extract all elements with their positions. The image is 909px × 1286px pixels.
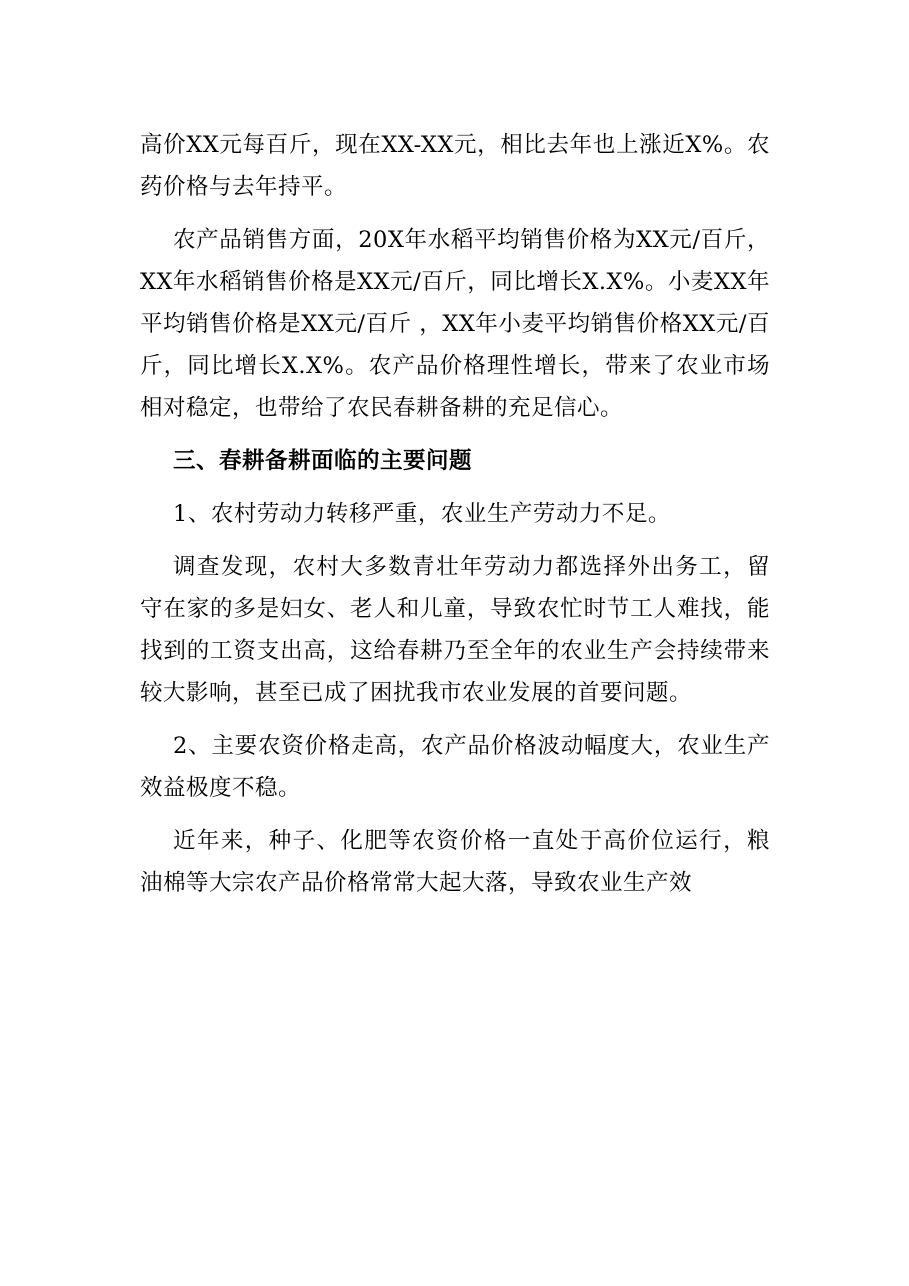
paragraph-problem-1-title: 1、农村劳动力转移严重，农业生产劳动力不足。 xyxy=(173,501,671,527)
document-body xyxy=(140,124,770,915)
paragraph-problem-2-title: 2、主要农资价格走高，农产品价格波动幅度大，农业生产效益极度不稳。 xyxy=(140,733,770,801)
paragraph-labor-shortage: 调查发现，农村大多数青壮年劳动力都选择外出务工，留守在家的多是妇女、老人和儿童，导致农忙时节工人难找，能找到的工资支出高，这给春耕乃至全年的农业生产会持续带来较大影响，甚至已成了困扰我市农业发展的首要问题。 xyxy=(140,554,770,706)
section-heading-main-problems: 三、春耕备耕面临的主要问题 xyxy=(173,448,473,474)
paragraph-input-prices: 近年来，种子、化肥等农资价格一直处于高价位运行，粮油棉等大宗农产品价格常常大起大落，导致农业生产效 xyxy=(140,828,770,896)
paragraph-produce-sales: 农产品销售方面，20X年水稻平均销售价格为XX元/百斤，XX年水稻销售价格是XX元/百斤，同比增长X.X%。小麦XX年平均销售价格是XX元/百斤 ，XX年小麦平均销售价格XX元/百斤，同比增长X.X%。农产品价格理性增长，带来了农业市场相对稳定，也带给了农民春耕备耕的充足信心。 xyxy=(140,227,770,421)
paragraph-fertilizer-price: 高价XX元每百斤，现在XX-XX元，相比去年也上涨近X%。农药价格与去年持平。 xyxy=(140,132,770,200)
